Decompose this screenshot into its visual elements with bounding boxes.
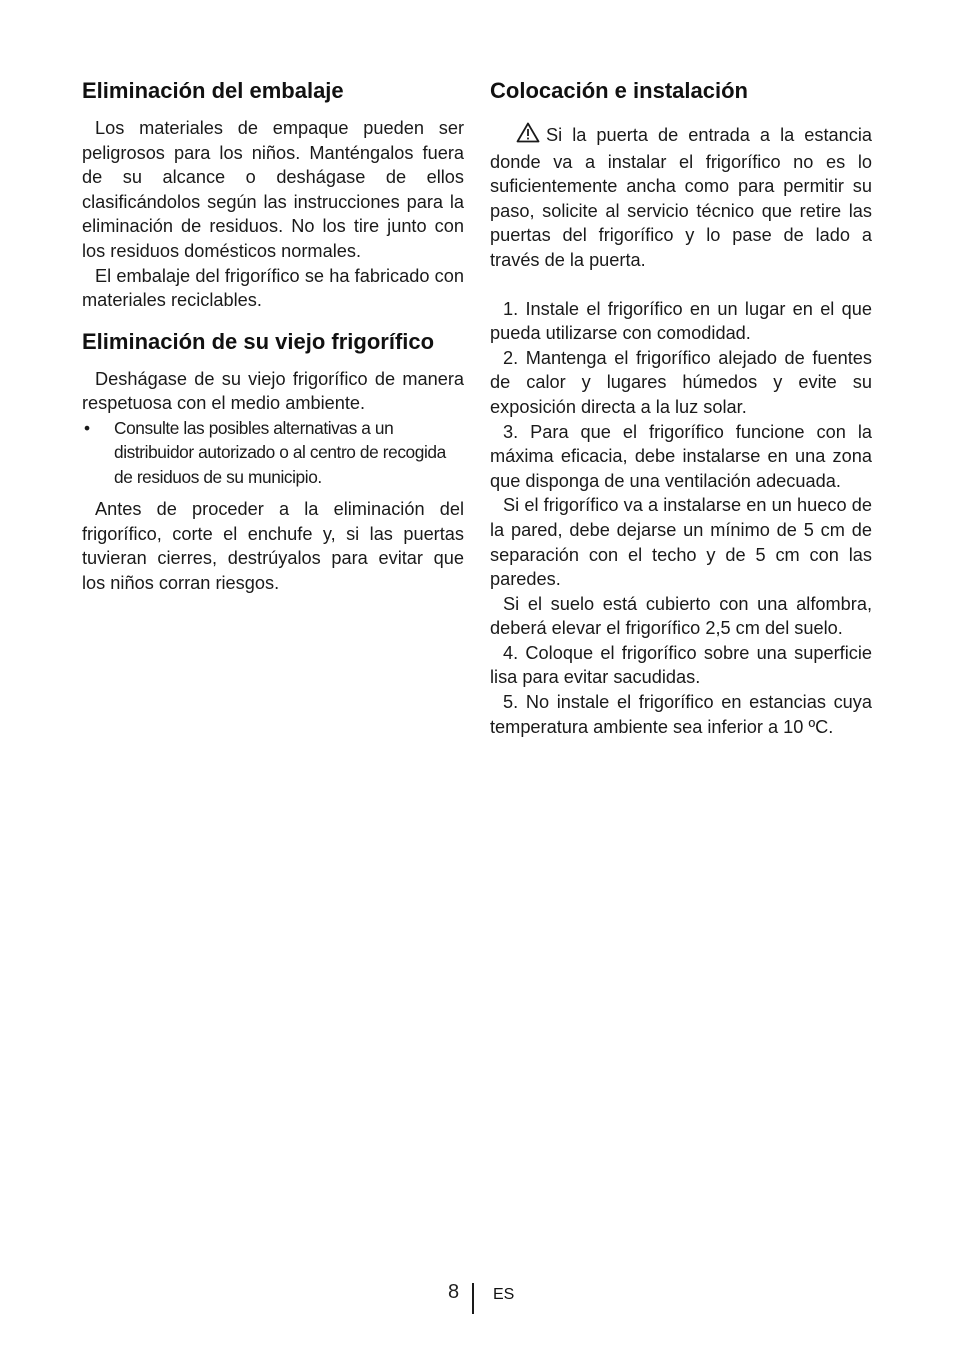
bullet-item <box>82 416 464 489</box>
warning-triangle-icon <box>503 122 540 150</box>
old-fridge-paragraph-1: Deshágase de su viejo frigorífico de manera respetuosa con el medio ambiente. <box>82 368 464 414</box>
warning-text: Si la puerta de entrada a la estancia donde va a instalar el frigorífico no es lo suficientemente ancha como para permitir su paso, solicite al servicio técnico que retire las puertas del frigorífico y lo pase de lado a través de la puerta. <box>490 125 872 270</box>
bullet-text: Consulte las posibles alternativas a un distribuidor autorizado o al centro de recogida de residuos de su municipio. <box>114 417 446 487</box>
packaging-paragraph-1: Los materiales de empaque pueden ser peligrosos para los niños. Manténgalos fuera de su alcance o deshágase de ellos clasificándolos según las instrucciones para la eliminación de residuos. No los tire junto con los residuos domésticos normales. <box>82 118 464 261</box>
install-item-3: 3. Para que el frigorífico funcione con la máxima eficacia, debe instalarse en una zona que disponga de una ventilación adecuada. <box>490 421 872 491</box>
packaging-paragraph-2: El embalaje del frigorífico se ha fabricado con materiales reciclables. <box>82 265 464 311</box>
install-item-4: 4. Coloque el frigorífico sobre una superficie lisa para evitar sacudidas. <box>490 642 872 688</box>
footer-divider <box>472 1283 474 1314</box>
section-title-packaging: Eliminación del embalaje <box>82 78 344 103</box>
right-column <box>490 72 872 739</box>
left-column <box>82 72 464 596</box>
install-item-1: 1. Instale el frigorífico en un lugar en el que pueda utilizarse con comodidad. <box>490 298 872 344</box>
install-item-carpet: Si el suelo está cubierto con una alfombra, deberá elevar el frigorífico 2,5 cm del suelo. <box>490 593 872 639</box>
install-item-wall-gap: Si el frigorífico va a instalarse en un hueco de la pared, debe dejarse un mínimo de 5 cm de separación con el techo y de 5 cm con las paredes. <box>490 495 872 590</box>
language-label: ES <box>493 1286 515 1303</box>
install-item-2: 2. Mantenga el frigorífico alejado de fuentes de calor y lugares húmedos y evite su exposición directa a la luz solar. <box>490 347 872 417</box>
old-fridge-paragraph-2: Antes de proceder a la eliminación del frigorífico, corte el enchufe y, si las puertas tuvieran cierres, destrúyalos para evitar que los niños corran riesgos. <box>82 499 464 593</box>
section-title-installation: Colocación e instalación <box>490 78 748 103</box>
bullet-dot: • <box>84 417 90 438</box>
warning-paragraph <box>490 122 872 273</box>
install-item-5: 5. No instale el frigorífico en estancias cuya temperatura ambiente sea inferior a 10 ºC. <box>490 692 872 737</box>
page-number: 8 <box>448 1281 460 1303</box>
section-title-old-fridge: Eliminación de su viejo frigorífico <box>82 328 435 354</box>
